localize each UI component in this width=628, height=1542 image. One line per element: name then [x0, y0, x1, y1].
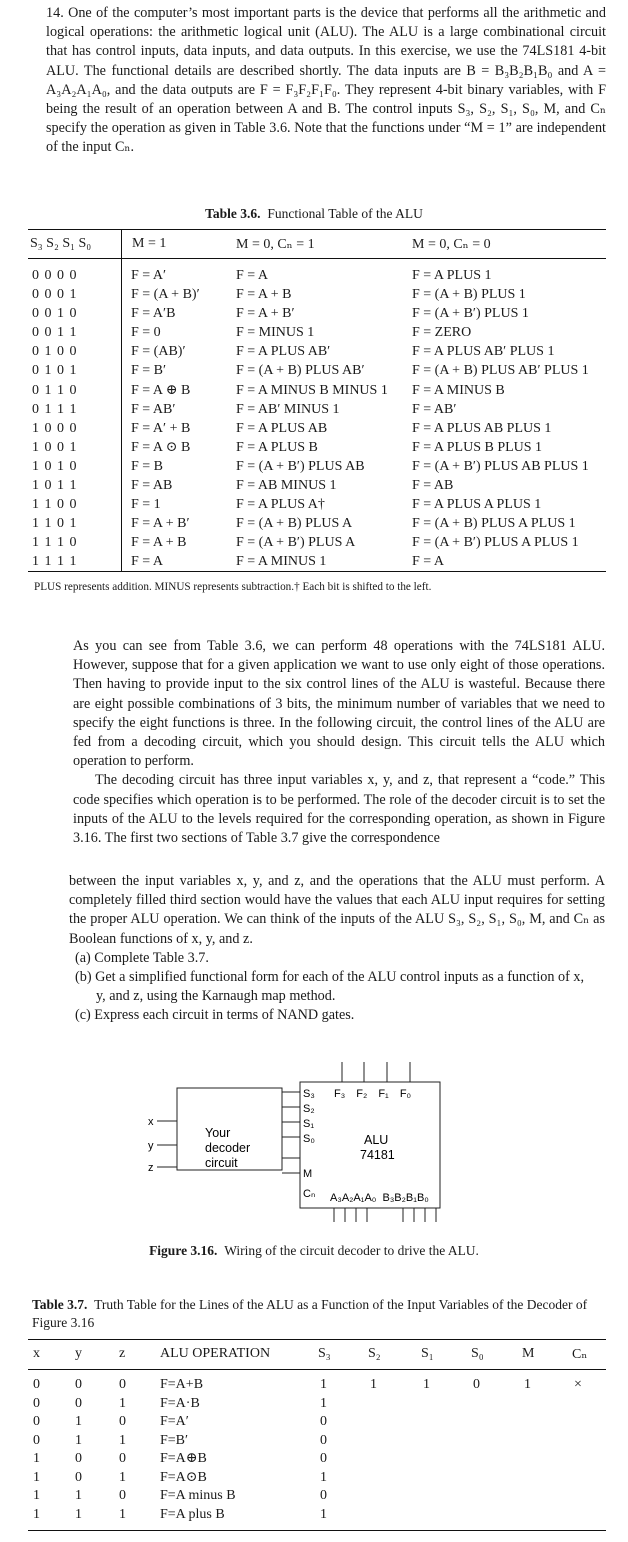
figure-3-16 — [0, 1058, 628, 1238]
problem-body: One of the computer’s most important parts is the device that performs all the arithmetic and logical operations: the arithmetic logical unit (ALU). The ALU is a large combinational circuit that has control inputs, data inputs, and data outputs. In this exercise, we use the 74LS181 4-bit ALU. The functional details are described shortly. The data inputs are B = B₃B₂B₁B₀ and A = A₃A₂A₁A₀, and the data outputs are F = F₃F₂F₁F₀. They represent 4-bit binary variables, with F being the result of an operation between A and B. The control inputs S₃, S₂, S₁, S₀, M, and Cₙ specify the operation as given in Table 3.6. Note that the functions under “M = 1” are independent of the input Cₙ. — [46, 5, 606, 156]
figure-3-16-caption-text: Wiring of the circuit decoder to drive the ALU. — [224, 1243, 479, 1258]
table-37-cell: 0 — [320, 1432, 327, 1448]
alu-outputs — [334, 1088, 411, 1100]
table-37-cell: F=A minus B — [160, 1488, 236, 1503]
table-37-cell: 1 — [75, 1414, 82, 1429]
task-b: (b) Get a simplified functional form for each of the ALU control inputs as a function of x, y, and z, using the Karnaugh map method. — [75, 969, 585, 1005]
table-37-header-cell: S₃ — [318, 1346, 331, 1361]
table-37-cell: 1 — [524, 1377, 531, 1392]
alu-output-f2: F₂ — [356, 1088, 368, 1100]
table-36-row — [0, 438, 628, 457]
table-37-cell: F=A·B — [160, 1395, 200, 1411]
table-36-cell: F = (A + B) PLUS 1 — [412, 287, 526, 303]
table-36-cell: F = MINUS 1 — [236, 325, 315, 341]
alu-input-s3: S₃ — [303, 1088, 315, 1100]
table-36-label: Table 3.6. — [205, 206, 261, 221]
table-37-header-cell: x — [33, 1346, 40, 1361]
table-36-cell: F = A′B — [131, 306, 176, 322]
alu-data-inputs: A₃A₂A₁A₀ B₃B₂B₁B₀ — [330, 1192, 429, 1204]
table-37-head-rule — [28, 1369, 606, 1370]
table-37-cell: 1 — [33, 1469, 40, 1485]
table-37-cell: F=A plus B — [160, 1506, 225, 1522]
table-36-row — [0, 400, 628, 419]
table-37-cell: F=A⊙B — [160, 1469, 207, 1485]
table-36-cell: F = (A + B′) PLUS AB — [236, 458, 365, 474]
table-36-row — [0, 514, 628, 533]
alu-output-f3: F₃ — [334, 1088, 346, 1100]
table-36-cell: 0 1 1 0 — [32, 382, 78, 398]
table-36-cell: 1 1 0 1 — [32, 516, 78, 532]
table-36-cell: F = AB′ — [412, 401, 457, 417]
table-37-cell: 0 — [33, 1432, 40, 1448]
table-37-cell: 0 — [473, 1377, 480, 1392]
table-36-cell: 0 1 0 0 — [32, 344, 78, 360]
table-36-cell: F = A MINUS B — [412, 382, 505, 398]
table-36-cell: F = 0 — [131, 325, 161, 341]
problem-14-text — [46, 4, 606, 158]
table-36-cell: F = (A + B) PLUS A PLUS 1 — [412, 516, 576, 532]
paragraph-2 — [73, 637, 605, 848]
table-36-cell: F = A PLUS B PLUS 1 — [412, 439, 543, 455]
table-37-cell: 0 — [33, 1414, 40, 1429]
table-36-cell: F = A + B — [131, 535, 187, 551]
table-37-cell: F=A+B — [160, 1377, 204, 1392]
table-37-header-cell: z — [119, 1346, 126, 1361]
table-36-row — [0, 381, 628, 400]
table-36-cell: 1 0 1 0 — [32, 458, 78, 474]
task-c: (c) Express each circuit in terms of NAND gates. — [75, 1007, 355, 1023]
table-36-cell: 1 0 0 1 — [32, 439, 78, 455]
table-37-cell: 0 — [119, 1414, 126, 1429]
table-37-cell: 0 — [75, 1451, 82, 1466]
table-37-header-cell: y — [75, 1346, 82, 1361]
table-37-row — [0, 1395, 628, 1414]
table-37-row — [0, 1413, 628, 1432]
table-36-cell: F = A PLUS AB′ — [236, 344, 331, 360]
table-37-cell: 0 — [320, 1451, 327, 1466]
table-36-cell: F = A + B — [236, 287, 292, 303]
paragraph-4-text: between the input variables x, y, and z, and the operations that the ALU must perform. A completely filled third section would have the values that each ALU input requires for setting the proper ALU operation. We can think of the inputs of the ALU S₃, S₂, S₁, S₀, M, and Cₙ as Boolean functions of x, y, and z. — [69, 873, 605, 947]
problem-number: 14. — [46, 5, 64, 21]
table-36-row — [0, 285, 628, 304]
table-36-row — [0, 495, 628, 514]
table-36-note: PLUS represents addition. MINUS represents subtraction.† Each bit is shifted to the left. — [34, 581, 432, 593]
table-37-row — [0, 1432, 628, 1451]
table-37-cell: 1 — [75, 1506, 82, 1522]
table-37-cell: 0 — [33, 1377, 40, 1392]
paragraph-3-text: The decoding circuit has three input variables x, y, and z, that represent a “code.” This code specifies which operation is to be performed. The role of the decoder circuit is to set the inputs of the ALU to the levels required for the corresponding operation, as shown in Figure 3.16. The first two sections of Table 3.7 give the correspondence — [73, 772, 605, 847]
table-36-body — [0, 266, 628, 572]
table-37-header-cell: ALU OPERATION — [160, 1346, 271, 1361]
alu-input-s1: S₁ — [303, 1118, 315, 1130]
table-36-cell: F = (A + B)′ — [131, 287, 200, 303]
table-37-cell: 0 — [119, 1451, 126, 1466]
table-37-cell: 0 — [75, 1377, 82, 1392]
table-36-cell: F = A PLUS AB′ PLUS 1 — [412, 344, 555, 360]
alu-input-cn: Cₙ — [303, 1188, 316, 1200]
table-36-row — [0, 361, 628, 380]
table-36-cell: 1 1 0 0 — [32, 497, 78, 513]
table-37-header-cell: Cₙ — [572, 1347, 588, 1362]
paragraph-2-text: As you can see from Table 3.6, we can perform 48 operations with the 74LS181 ALU. However, suppose that for a given application we want to use only eight of those operations. Then having to provide input to the six control lines of the ALU is wasteful. Because there are eight possible combinations of 3 bits, the minimum number of variables that we need to specify the eight functions is three. In the following circuit, the control lines of the ALU are fed from a decoding circuit, which you should design. This circuit tells the ALU which operation to perform. — [73, 638, 605, 770]
table-37-cell: 1 — [119, 1432, 126, 1448]
table-37-body — [0, 1376, 628, 1524]
table-37-row — [0, 1487, 628, 1506]
table-37-cell: 1 — [119, 1469, 126, 1485]
table-36-cell: 0 0 0 1 — [32, 287, 78, 303]
table-37-header-cell: S₁ — [421, 1346, 434, 1361]
table-37-row — [0, 1376, 628, 1395]
table-37-row — [0, 1506, 628, 1525]
table-36-cell: F = A + B′ — [131, 516, 190, 532]
task-a: (a) Complete Table 3.7. — [75, 950, 209, 966]
table-36-header-s: S₃ S₂ S₁ S₀ — [30, 236, 92, 251]
table-37-cell: 1 — [119, 1506, 126, 1522]
table-36-cell: F = AB′ — [131, 401, 176, 417]
table-37-cell: F=A′ — [160, 1414, 189, 1429]
table-36-cell: F = AB — [131, 478, 173, 494]
table-36-head-rule — [28, 258, 606, 259]
decoder-label-2: decoder — [205, 1141, 251, 1155]
table-36-cell: F = B′ — [131, 363, 167, 379]
table-36-row — [0, 323, 628, 342]
table-36-cell: F = A — [236, 268, 269, 283]
table-36-cell: F = B — [131, 458, 164, 474]
table-36-cell: 1 1 1 0 — [32, 535, 78, 551]
table-36-row — [0, 266, 628, 285]
table-36-cell: F = AB′ MINUS 1 — [236, 401, 340, 417]
table-36-row — [0, 419, 628, 438]
table-36-cell: F = A PLUS B — [236, 439, 318, 455]
table-37-header-cell: S₀ — [471, 1346, 484, 1361]
table-37-title: Truth Table for the Lines of the ALU as a Function of the Input Variables of the Decoder of Figure 3.16 — [32, 1297, 588, 1330]
table-37-bottom-rule — [28, 1530, 606, 1531]
table-37-cell: F=A⊕B — [160, 1451, 207, 1466]
table-37-cell: 0 — [119, 1488, 126, 1503]
table-36-cell: F = (A + B) PLUS AB′ PLUS 1 — [412, 363, 589, 379]
table-37-cell: 1 — [33, 1506, 40, 1522]
table-36-header-m1: M = 1 — [132, 236, 167, 251]
table-36-title: Functional Table of the ALU — [267, 206, 423, 221]
decoder-input-z: z — [148, 1162, 154, 1174]
alu-label-2: 74181 — [360, 1148, 395, 1162]
table-36-row — [0, 342, 628, 361]
table-36-header-m0c1: M = 0, Cₙ = 1 — [236, 237, 315, 252]
table-37-cell: 1 — [320, 1395, 327, 1411]
alu-label-1: ALU — [364, 1133, 389, 1147]
table-36-cell: F = A MINUS B MINUS 1 — [236, 382, 388, 398]
table-36-cell: F = (A + B′) PLUS 1 — [412, 306, 529, 322]
table-36-top-rule — [28, 229, 606, 230]
decoder-input-x: x — [148, 1116, 154, 1128]
table-36-cell: 0 1 1 1 — [32, 401, 78, 417]
alu-output-f1: F₁ — [378, 1088, 389, 1100]
table-37-row — [0, 1450, 628, 1469]
table-36-cell: 0 0 1 0 — [32, 306, 78, 322]
figure-3-16-caption — [0, 1243, 628, 1259]
table-36-cell: F = A′ — [131, 268, 167, 283]
table-37-cell: F=B′ — [160, 1432, 189, 1448]
table-37-cell: 1 — [75, 1432, 82, 1448]
table-36-cell: F = A — [131, 554, 164, 570]
table-36-cell: F = (A + B′) PLUS AB PLUS 1 — [412, 458, 589, 474]
table-37-cell: 1 — [320, 1469, 327, 1485]
table-36-cell: F = ZERO — [412, 325, 472, 341]
table-37-row — [0, 1469, 628, 1488]
table-36-caption — [0, 206, 628, 222]
decoder-label-1: Your — [205, 1126, 231, 1140]
table-37-cell: 1 — [320, 1506, 327, 1522]
alu-input-s2: S₂ — [303, 1103, 315, 1115]
table-37-header-cell: S₂ — [368, 1346, 381, 1361]
table-36-cell: F = A PLUS A† — [236, 497, 325, 513]
table-36-cell: F = AB MINUS 1 — [236, 478, 337, 494]
table-37-cell: 0 — [119, 1377, 126, 1392]
table-36-header-m0c0: M = 0, Cₙ = 0 — [412, 237, 491, 252]
figure-3-16-label: Figure 3.16. — [149, 1243, 218, 1258]
table-36-cell: F = A PLUS AB PLUS 1 — [412, 420, 552, 436]
table-36-cell: 0 0 0 0 — [32, 268, 78, 283]
table-36-cell: 1 1 1 1 — [32, 554, 78, 570]
table-37-cell: 1 — [423, 1377, 430, 1392]
table-36-row — [0, 304, 628, 323]
table-36-cell: F = A PLUS 1 — [412, 268, 492, 283]
table-36-cell: 0 0 1 1 — [32, 325, 78, 341]
table-37-cell: 0 — [75, 1395, 82, 1411]
table-37-cell: 1 — [320, 1377, 327, 1392]
table-37-cell: 1 — [119, 1395, 126, 1411]
table-36-row — [0, 476, 628, 495]
paragraph-4 — [69, 872, 605, 949]
alu-output-f0: F₀ — [399, 1088, 412, 1100]
table-36-cell: F = A ⊙ B — [131, 439, 191, 455]
table-37-cell: 1 — [75, 1488, 82, 1503]
table-36-cell: F = (AB)′ — [131, 344, 186, 360]
table-36-cell: F = AB — [412, 478, 454, 494]
table-37-cell: 0 — [33, 1395, 40, 1411]
alu-input-s0: S₀ — [303, 1133, 315, 1145]
table-36-cell: F = A′ + B — [131, 420, 191, 436]
table-36-cell: 1 0 1 1 — [32, 478, 78, 494]
table-37-top-rule — [28, 1339, 606, 1340]
table-37-cell: 0 — [320, 1488, 327, 1503]
table-36-cell: F = A MINUS 1 — [236, 554, 327, 570]
table-36-cell: 1 0 0 0 — [32, 420, 78, 436]
table-37-cell: 0 — [75, 1469, 82, 1485]
decoder-input-y: y — [148, 1140, 154, 1152]
table-36-cell: F = (A + B′) PLUS A — [236, 535, 356, 551]
table-36-cell: F = (A + B) PLUS A — [236, 516, 353, 532]
table-36-cell: F = 1 — [131, 497, 161, 513]
table-36-row — [0, 457, 628, 476]
table-37-cell: 1 — [370, 1377, 377, 1392]
decoder-label-3: circuit — [205, 1156, 238, 1170]
table-36-cell: F = (A + B′) PLUS A PLUS 1 — [412, 535, 579, 551]
table-36-cell: F = A PLUS AB — [236, 420, 328, 436]
alu-input-m: M — [303, 1168, 313, 1180]
table-36-cell: F = A + B′ — [236, 306, 295, 322]
table-36-row — [0, 533, 628, 552]
table-36-cell: F = A PLUS A PLUS 1 — [412, 497, 542, 513]
table-37-label: Table 3.7. — [32, 1297, 88, 1312]
table-37-caption — [32, 1296, 592, 1332]
table-36-cell: F = (A + B) PLUS AB′ — [236, 363, 365, 379]
table-37-cell: 1 — [33, 1488, 40, 1503]
table-37-cell: 0 — [320, 1414, 327, 1429]
table-36-cell: F = A — [412, 554, 445, 570]
table-37-header-cell: M — [522, 1346, 535, 1361]
table-36-cell: 0 1 0 1 — [32, 363, 78, 379]
table-37-cell: × — [574, 1377, 582, 1392]
table-36-row — [0, 552, 628, 571]
table-36-cell: F = A ⊕ B — [131, 382, 191, 398]
table-37-cell: 1 — [33, 1451, 40, 1466]
